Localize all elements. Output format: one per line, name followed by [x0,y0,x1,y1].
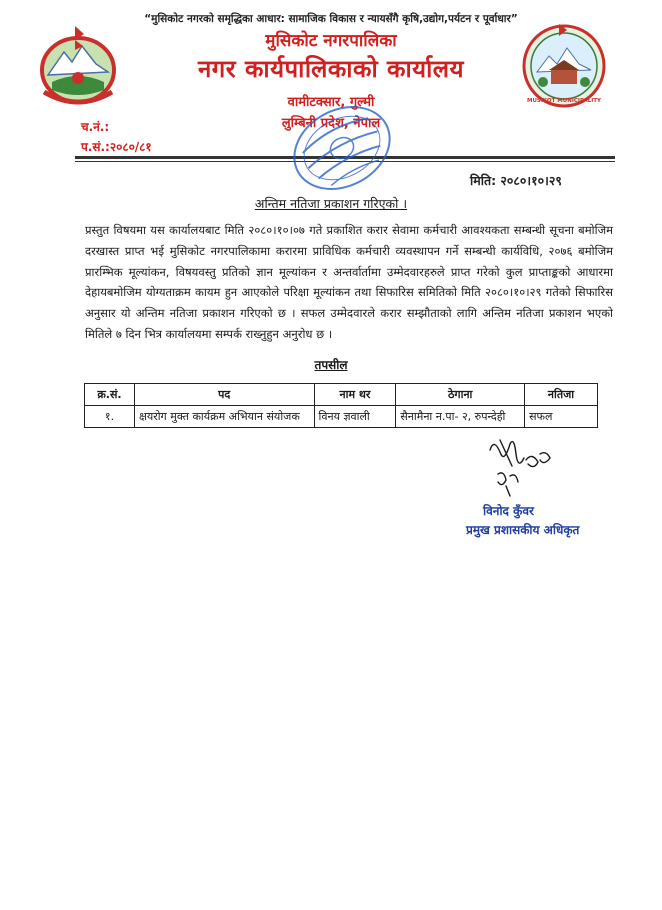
header-serial: क्र.सं. [85,384,135,406]
cell-address: सैनामैना न.पा- २, रुपन्देही [396,406,525,428]
cell-name: विनय ज्ञवाली [314,406,396,428]
office-province: लुम्बिनी प्रदेश, नेपाल [281,116,381,131]
tapsil-heading [0,356,662,373]
cell-serial: १. [85,406,135,428]
header-post: पद [134,384,314,406]
letter-subject [0,195,662,212]
cell-result: सफल [525,406,598,428]
header-address: ठेगाना [396,384,525,406]
header-name: नाम थर [314,384,396,406]
letter-date: मिति: २०८०।१०।२९ [470,173,562,188]
office-stamp [285,98,400,198]
results-table [84,383,598,428]
office-address: वामीटक्सार, गुल्मी [287,95,375,110]
patra-sankhya: प.सं.:२०८०/८१ [81,140,152,154]
cell-post: क्षयरोग मुक्त कार्यक्रम अभियान संयोजक [134,406,314,428]
right-logo-text: MUSIKOT MUNICIPALITY [526,98,602,104]
header-result: नतिजा [525,384,598,406]
handwritten-signature [480,430,560,500]
letter-body: प्रस्तुत विषयमा यस कार्यालयबाट मिति २०८०।१०।०७ गते प्रकाशित करार सेवामा कर्मचारी आवश्यकता सम्बन्धी सूचना बमोजिम दरखास्त प्राप्त भई मुसिकोट नगरपालिकामा करारमा प्राविधिक कर्मचारी व्यवस्थापन गर्ने सम्बन्धी कार्यविधि, २०७६ बमोजिम प्रारम्भिक मूल्यांकन, विषयवस्तु प्रतिको ज्ञान मूल्यांकन र अन्तर्वार्तामा उम्मेदवारहरुले प्राप्त गरेको कुल प्राप्ताङ्कको आधारमा देहायबमोजिम योग्यताक्रम कायम हुन आएकोले परिक्षा मूल्यांकन तथा सिफारिस समितिको मिति २०८०।१०।२९ गतेको सिफारिस अनुसार यो अन्तिम नतिजा प्रकाशन गरिएको छ । सफल उम्मेदवारले करार सम्झौताको लागि अन्तिम नतिजा प्रकाशन भएको मितिले ७ दिन भित्र कार्यालयमा सम्पर्क राख्नुहुन अनुरोध छ । [85,223,613,341]
table-row [85,406,598,428]
office-name: नगर कार्यपालिकाको कार्यालय [197,55,465,83]
subject-text: अन्तिम नतिजा प्रकाशन गरिएको । [254,196,408,211]
table-header-row [85,384,598,406]
signatory-name: विनोद कुँवर [483,504,534,518]
header-slogan: “मुसिकोट नगरको समृद्धिका आधार: सामाजिक विकास र न्यायसँगै कृषि,उद्योग,पर्यटन र पूर्वाधार” [144,13,518,25]
chalani-number: च.नं.: [81,120,110,134]
tapsil-text: तपसील [314,358,348,372]
municipality-name: मुसिकोट नगरपालिका [265,31,397,51]
signatory-title: प्रमुख प्रशासकीय अधिकृत [466,523,580,537]
